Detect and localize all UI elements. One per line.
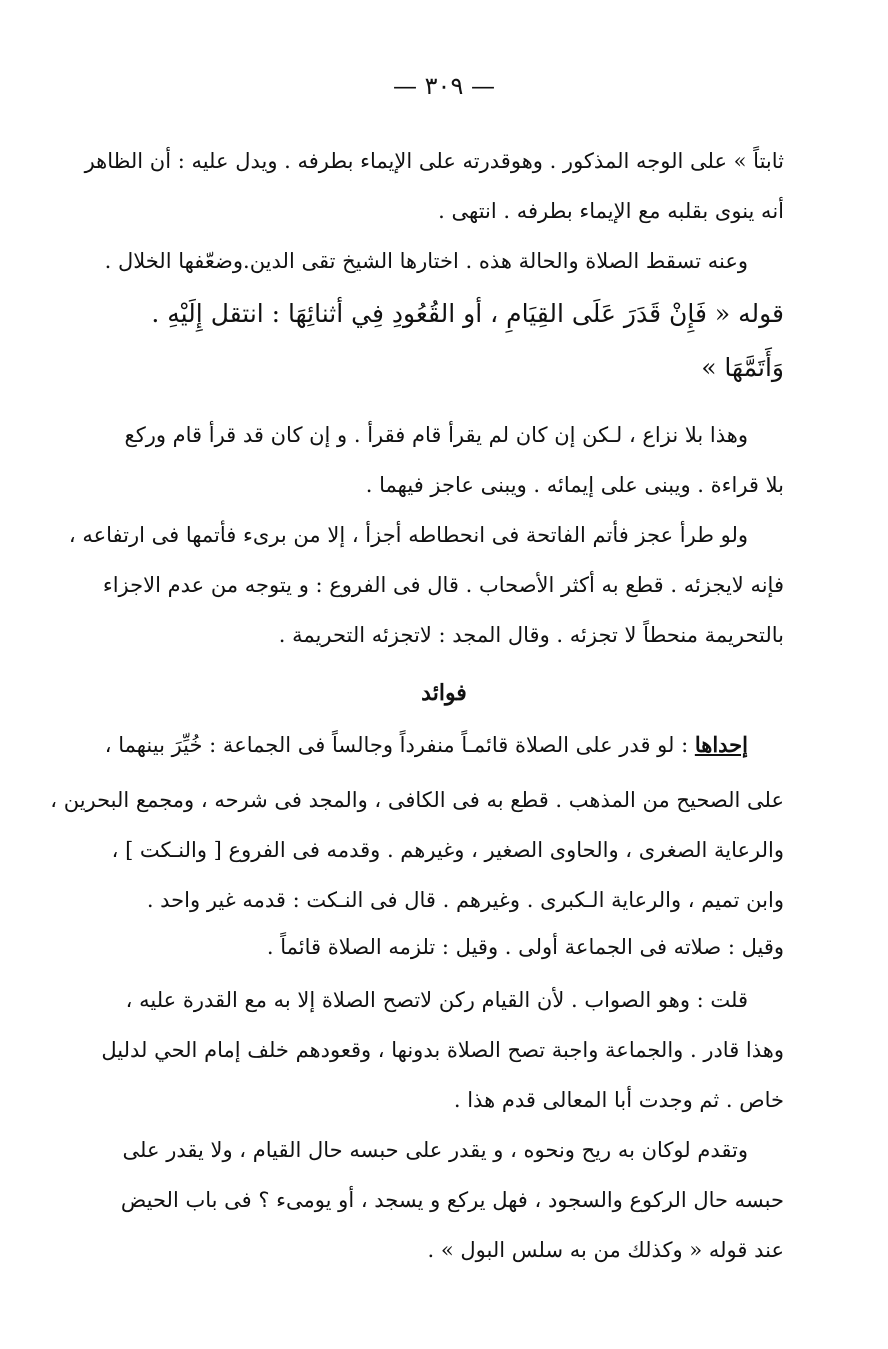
text-line-6: ولو طرأ عجز فأتم الفاتحة فى انحطاطه أجزأ ، إلا من برىء فأتمها فى ارتفاعه ، (68, 523, 748, 547)
text-line-7: فإنه لايجزئه . قطع به أكثر الأصحاب . قال فى الفروع : و يتوجه من عدم الاجزاء (102, 573, 784, 597)
text-line-11: وابن تميم ، والرعاية الـكبرى . وغيرهم . قال فى النـكت : قدمه غير واحد . (146, 888, 784, 912)
fawaid-first-label: إحداها (694, 732, 748, 757)
text-line-2: أنه ينوى بقلبه مع الإيماء بطرفه . انتهى . (438, 199, 784, 223)
text-line-15: خاص . ثم وجدت أبا المعالى قدم هذا . (453, 1088, 784, 1112)
text-line-9: على الصحيح من المذهب . قطع به فى الكافى ، والمجد فى شرحه ، ومجمع البحرين ، (50, 788, 784, 812)
text-line-8: بالتحريمة منحطاً لا تجزئه . وقال المجد : لاتجزئه التحريمة . (278, 623, 784, 647)
page-number: — ٣٠٩ — (393, 72, 495, 100)
text-line-13: قلت : وهو الصواب . لأن القيام ركن لاتصح الصلاة إلا به مع القدرة عليه ، (125, 988, 748, 1012)
quoted-matn-line-1: قوله « فَإِنْ قَدَرَ عَلَى القِيَامِ ، أو القُعُودِ فِي أثنائِهَا : انتقل إِلَيْهِ . (151, 299, 784, 328)
text-line-3: وعنه تسقط الصلاة والحالة هذه . اختارها الشيخ تقى الدين.وضعّفها الخلال . (104, 249, 748, 273)
section-heading: فوائد (421, 680, 467, 706)
text-line-17: حبسه حال الركوع والسجود ، فهل يركع و يسجد ، أو يومىء ؟ فى باب الحيض (120, 1188, 784, 1212)
quoted-matn-line-2: وَأَتَمَّهَا » (701, 353, 784, 382)
text-line-16: وتقدم لوكان به ريح ونحوه ، و يقدر على حبسه حال القيام ، ولا يقدر على (122, 1138, 748, 1162)
text-line-14: وهذا قادر . والجماعة واجبة تصح الصلاة بدونها ، وقعودهم خلف إمام الحي لدليل (101, 1038, 784, 1062)
text-line-5: بلا قراءة . ويبنى على إيمائه . ويبنى عاجز فيهما . (365, 473, 784, 497)
fawaid-first-rest: : لو قدر على الصلاة قائمـاً منفرداً وجالساً فى الجماعة : خُيِّرَ بينهما ، (104, 733, 695, 757)
text-line-18: عند قوله « وكذلك من به سلس البول » . (427, 1238, 784, 1262)
text-line-10: والرعاية الصغرى ، والحاوى الصغير ، وغيرهم . وقدمه فى الفروع [ والنـكت ] ، (111, 838, 784, 862)
fawaid-first-line (104, 730, 748, 760)
text-line-4: وهذا بلا نزاع ، لـكن إن كان لم يقرأ قام فقرأ . و إن كان قد قرأ قام وركع (124, 423, 748, 447)
text-line-12: وقيل : صلاته فى الجماعة أولى . وقيل : تلزمه الصلاة قائماً . (266, 935, 784, 959)
text-line-1: ثابتاً » على الوجه المذكور . وهوقدرته على الإيماء بطرفه . ويدل عليه : أن الظاهر (84, 149, 784, 173)
